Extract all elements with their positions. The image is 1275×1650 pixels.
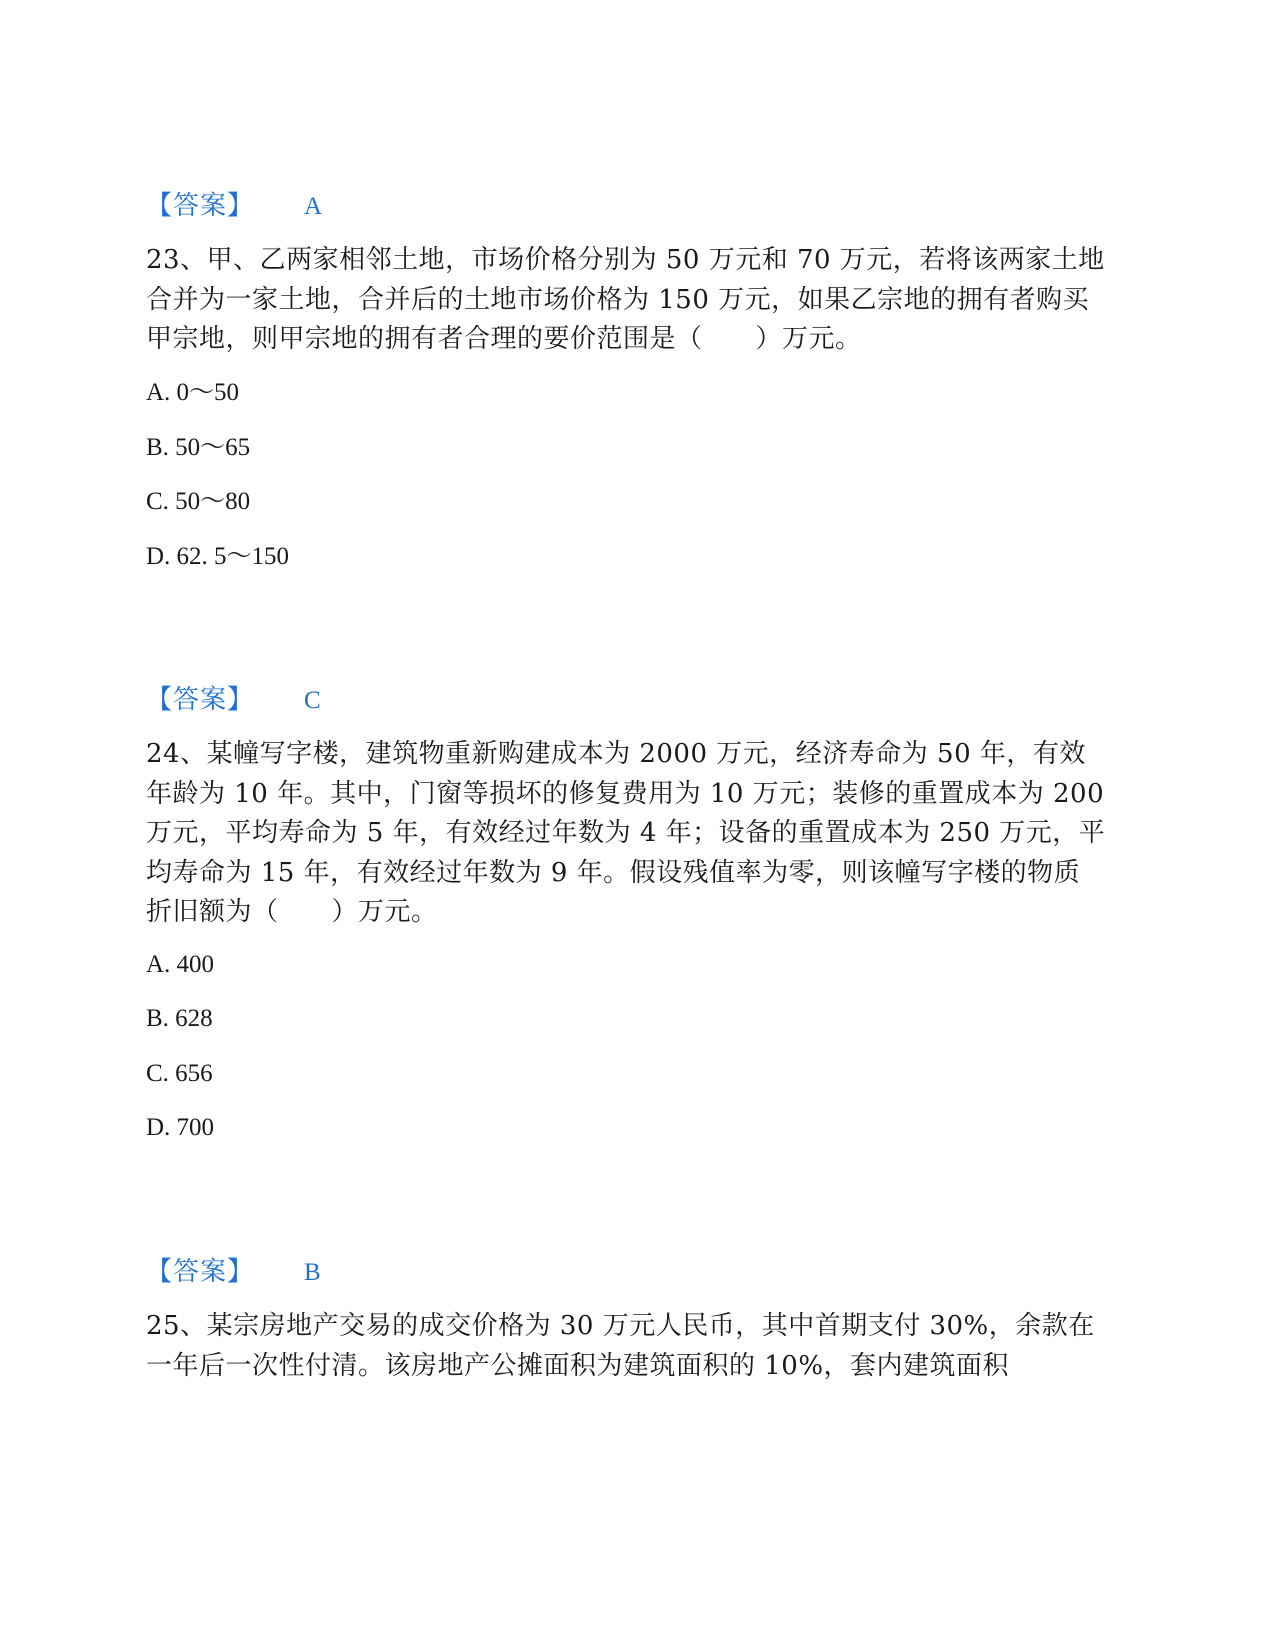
question-24: 24、某幢写字楼，建筑物重新购建成本为 2000 万元，经济寿命为 50 年，有效年龄为 10 年。其中，门窗等损坏的修复费用为 10 万元；装修的重置成本为 200 万元，平均寿命为 5 年，有效经过年数为 4 年；设备的重置成本为 250 万元，平均寿命为 15 年，有效经过年数为 9 年。假设残值率为零，则该幢写字楼的物质折旧额为（ ）万元。 [146,739,1106,927]
option-a: A. 400 [146,951,215,978]
answer-label: 【答案】 [146,1257,255,1287]
answer-label: 【答案】 [146,685,255,715]
question-25: 25、某宗房地产交易的成交价格为 30 万元人民币，其中首期支付 30%，余款在一年后一次性付清。该房地产公摊面积为建筑面积的 10%，套内建筑面积 [146,1311,1095,1381]
answer-line-24 [146,1252,321,1292]
option-d: D. 62. 5～150 [146,543,290,570]
option-b: B. 628 [146,1005,213,1032]
answer-line-23 [146,680,321,720]
answer-label: 【答案】 [146,191,255,221]
option-c: C. 50～80 [146,488,251,515]
answer-value: B [304,1259,321,1286]
option-a: A. 0～50 [146,379,240,406]
answer-value: C [304,687,321,714]
answer-value: A [304,193,323,220]
question-23: 23、甲、乙两家相邻土地，市场价格分别为 50 万元和 70 万元，若将该两家土地合并为一家土地，合并后的土地市场价格为 150 万元，如果乙宗地的拥有者购买甲宗地，则甲宗地的拥有者合理的要价范围是（ ）万元。 [146,245,1105,354]
option-b: B. 50～65 [146,434,251,461]
answer-line-22 [146,186,322,226]
option-d: D. 700 [146,1114,215,1141]
option-c: C. 656 [146,1060,213,1087]
